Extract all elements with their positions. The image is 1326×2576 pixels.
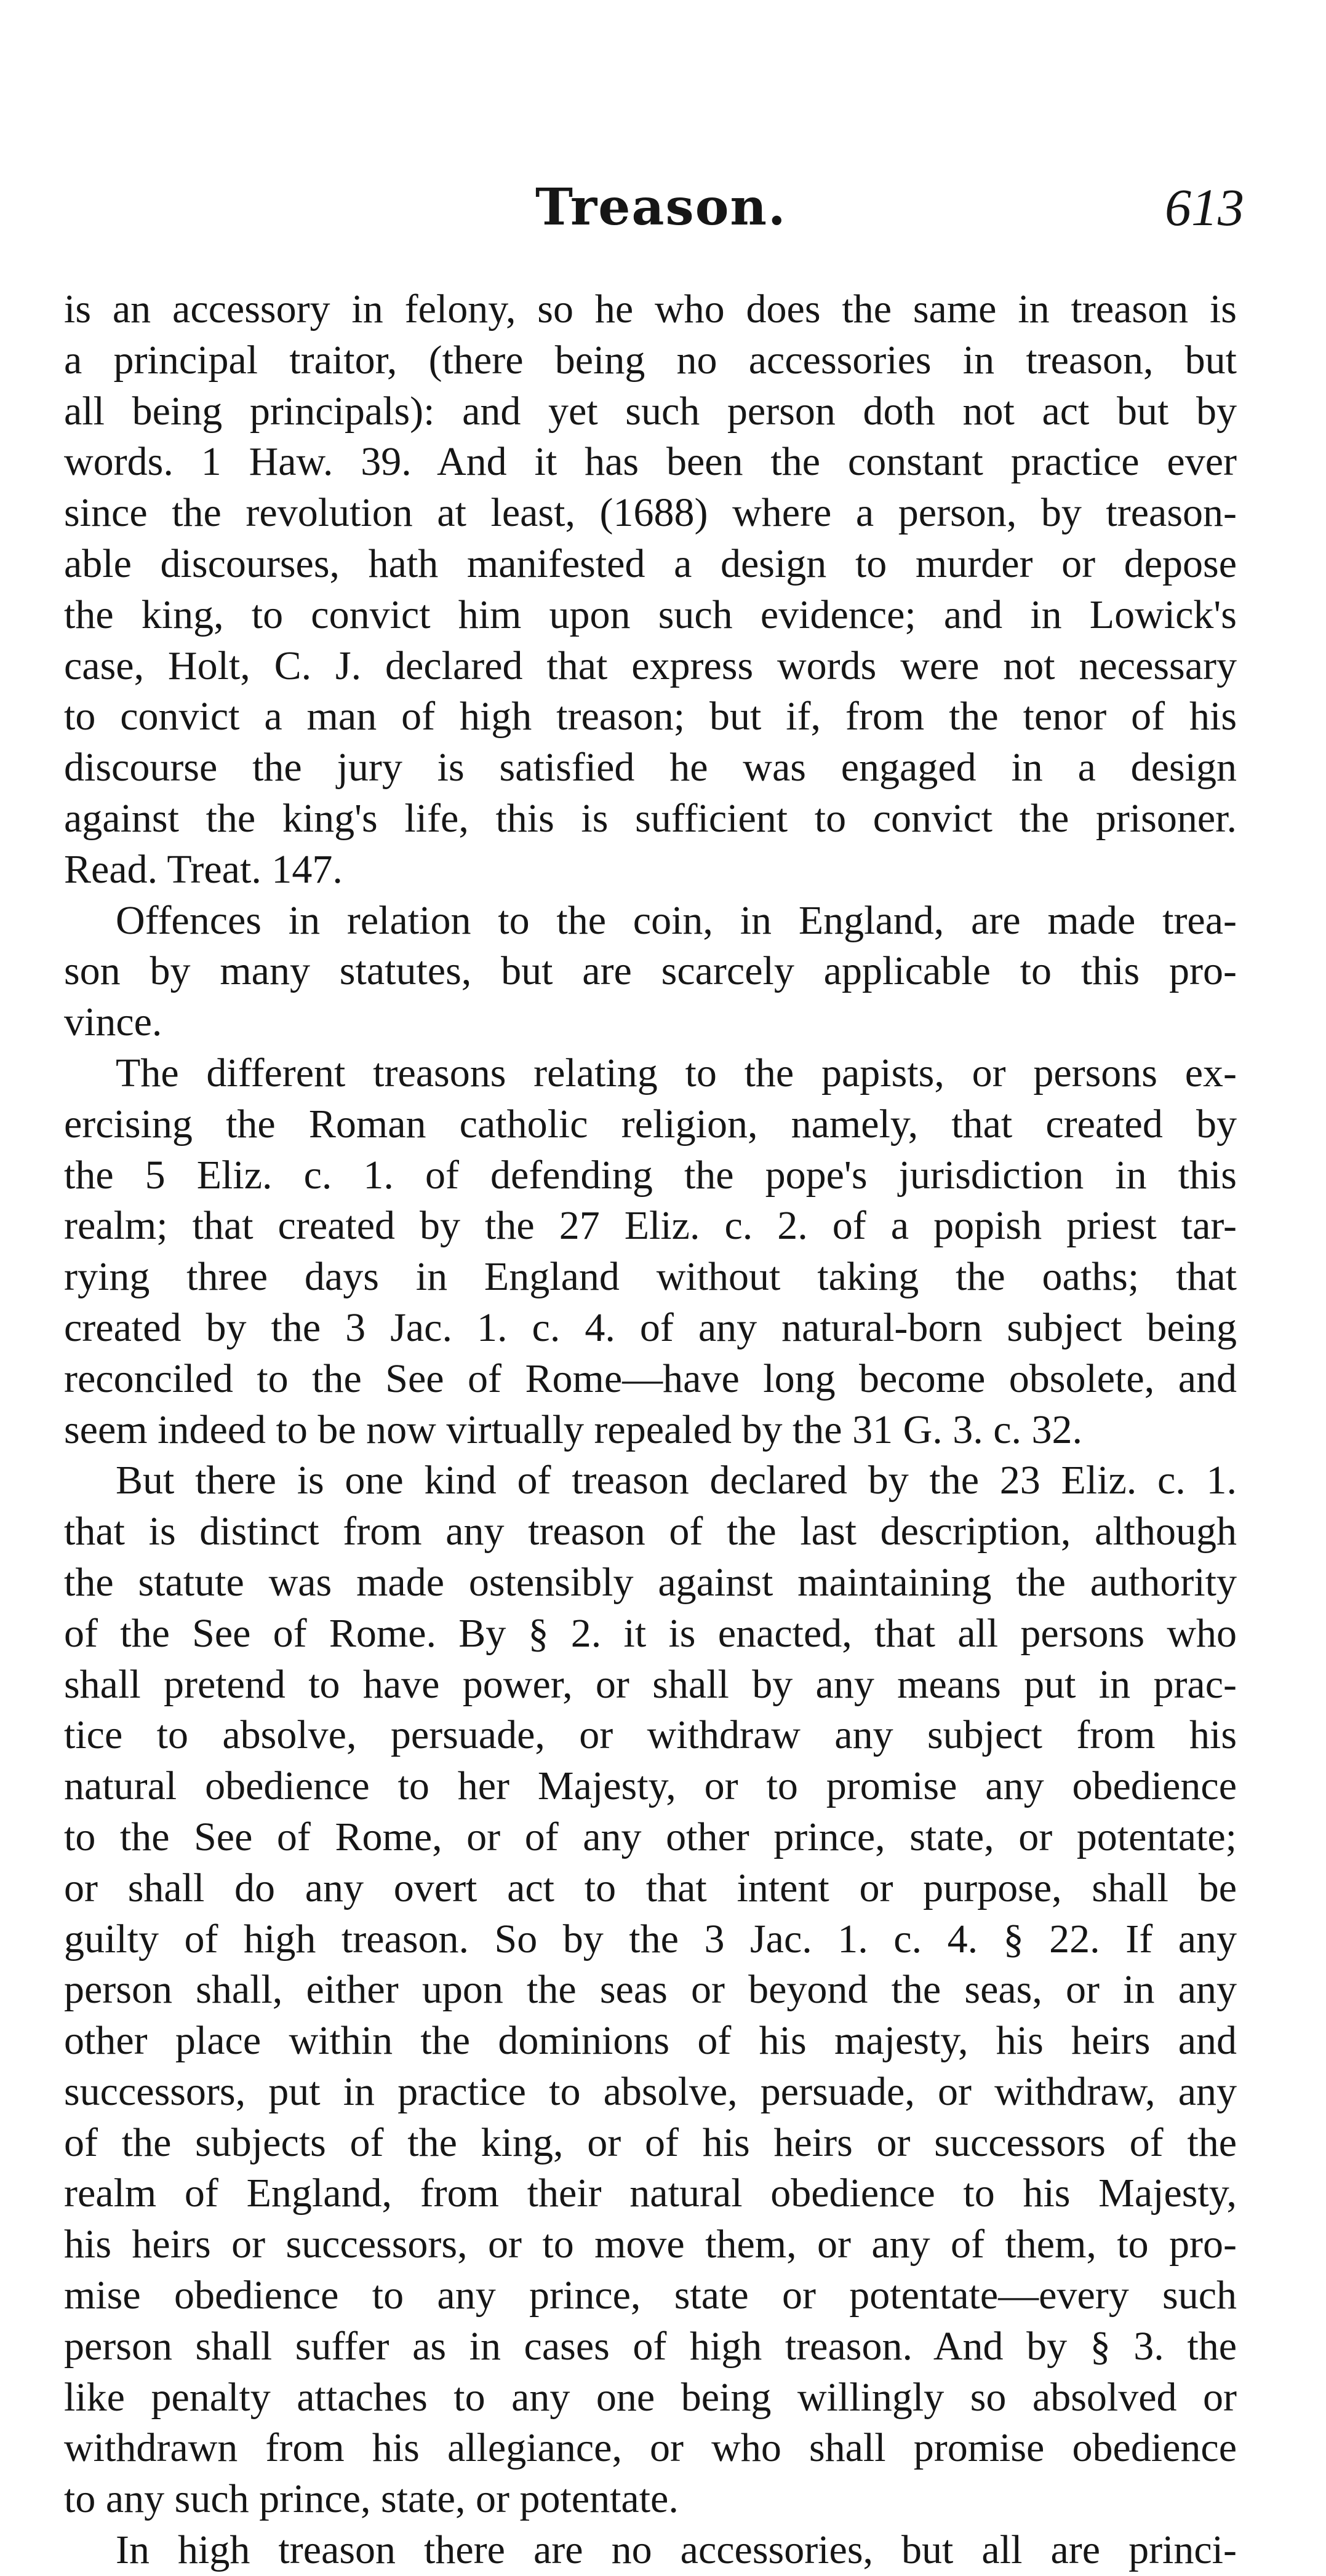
text-line: ercising the Roman catholic religion, namely, that created by: [64, 1101, 1237, 1147]
text-line: Offences in relation to the coin, in England, are made trea-: [116, 897, 1237, 943]
text-line: tice to absolve, persuade, or withdraw any subject from his: [64, 1712, 1237, 1758]
text-line: successors, put in practice to absolve, persuade, or withdraw, any: [64, 2069, 1237, 2114]
text-line: But there is one kind of treason declared by the 23 Eliz. c. 1.: [116, 1458, 1237, 1503]
text-line: is an accessory in felony, so he who does the same in treason is: [64, 287, 1237, 332]
text-line: all being principals): and yet such person doth not act but by: [64, 388, 1237, 434]
text-line: against the king's life, this is sufficient to convict the prisoner.: [64, 795, 1237, 841]
text-line: that is distinct from any treason of the last description, although: [64, 1509, 1237, 1554]
page-number: 613: [1165, 178, 1244, 237]
text-line: or shall do any overt act to that intent or purpose, shall be: [64, 1865, 1237, 1910]
running-header: [0, 173, 1326, 241]
text-line: discourse the jury is satisfied he was engaged in a design: [64, 745, 1237, 790]
text-line: of the subjects of the king, or of his heirs or successors of the: [64, 2120, 1237, 2165]
text-line: like penalty attaches to any one being willingly so absolved or: [64, 2374, 1237, 2420]
text-line: guilty of high treason. So by the 3 Jac. 1. c. 4. § 22. If any: [64, 1916, 1237, 1962]
text-line: able discourses, hath manifested a design to murder or depose: [64, 541, 1237, 586]
text-line: son by many statutes, but are scarcely applicable to this pro-: [64, 948, 1237, 994]
text-line: shall pretend to have power, or shall by any means put in prac-: [64, 1661, 1237, 1707]
text-line: Read. Treat. 147.: [64, 846, 343, 892]
text-line: vince.: [64, 1000, 162, 1045]
text-line: In high treason there are no accessories, but all are princi-: [116, 2527, 1237, 2573]
text-line: a principal traitor, (there being no accessories in treason, but: [64, 337, 1237, 383]
text-line: realm of England, from their natural obedience to his Majesty,: [64, 2171, 1237, 2216]
text-line: created by the 3 Jac. 1. c. 4. of any natural-born subject being: [64, 1305, 1237, 1350]
text-line: to the See of Rome, or of any other prince, state, or potentate;: [64, 1814, 1237, 1859]
text-line: mise obedience to any prince, state or potentate—every such: [64, 2273, 1237, 2318]
text-line: of the See of Rome. By § 2. it is enacted, that all persons who: [64, 1610, 1237, 1656]
text-line: realm; that created by the 27 Eliz. c. 2. of a popish priest tar-: [64, 1203, 1237, 1249]
text-line: seem indeed to be now virtually repealed by the 31 G. 3. c. 32.: [64, 1407, 1083, 1452]
text-line: the statute was made ostensibly against maintaining the authority: [64, 1559, 1237, 1605]
text-line: withdrawn from his allegiance, or who shall promise obedience: [64, 2425, 1237, 2471]
text-line: the 5 Eliz. c. 1. of defending the pope's jurisdiction in this: [64, 1152, 1237, 1198]
text-line: the king, to convict him upon such evidence; and in Lowick's: [64, 592, 1237, 637]
text-line: to convict a man of high treason; but if, from the tenor of his: [64, 694, 1237, 739]
text-line: since the revolution at least, (1688) where a person, by treason-: [64, 490, 1237, 536]
text-line: rying three days in England without taking the oaths; that: [64, 1254, 1237, 1300]
text-line: reconciled to the See of Rome—have long become obsolete, and: [64, 1356, 1237, 1401]
text-line: person shall suffer as in cases of high treason. And by § 3. the: [64, 2323, 1237, 2369]
running-title: Treason.: [535, 178, 787, 237]
text-line: person shall, either upon the seas or beyond the seas, or in any: [64, 1967, 1237, 2013]
text-line: natural obedience to her Majesty, or to promise any obedience: [64, 1763, 1237, 1809]
text-line: his heirs or successors, or to move them, or any of them, to pro-: [64, 2222, 1237, 2267]
text-line: to any such prince, state, or potentate.: [64, 2476, 679, 2522]
text-line: case, Holt, C. J. declared that express words were not necessary: [64, 643, 1237, 688]
text-line: words. 1 Haw. 39. And it has been the constant practice ever: [64, 439, 1237, 485]
body-text: [64, 284, 1237, 2576]
text-line: The different treasons relating to the papists, or persons ex-: [116, 1050, 1237, 1095]
text-line: other place within the dominions of his majesty, his heirs and: [64, 2018, 1237, 2064]
